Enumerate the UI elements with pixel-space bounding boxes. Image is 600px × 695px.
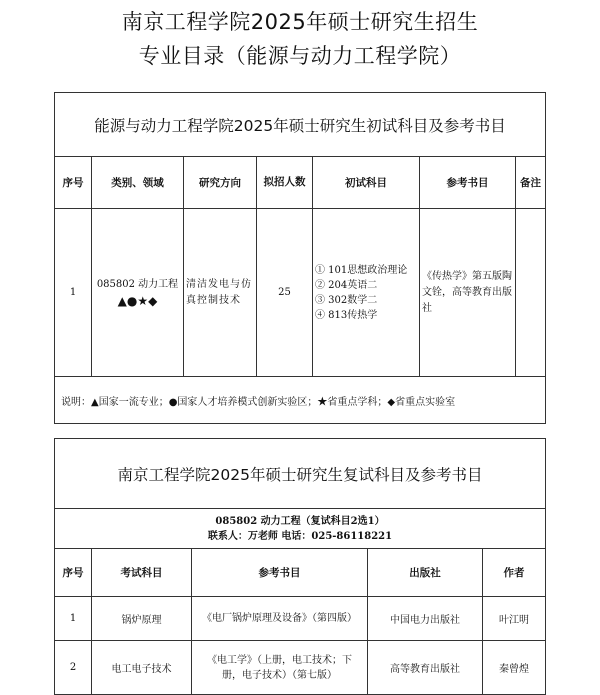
col-header-category: 类别、领域 <box>92 157 184 209</box>
subject-item: ④ 813传热学 <box>315 309 378 321</box>
category-code: 085802 动力工程 <box>96 278 179 290</box>
retest-title: 南京工程学院2025年硕士研究生复试科目及参考书目 <box>55 439 546 509</box>
retest-subtitle <box>55 509 546 549</box>
row-publisher: 高等教育出版社 <box>368 641 483 695</box>
table-row <box>55 209 546 377</box>
row-category <box>92 209 184 377</box>
subject-item: ② 204英语二 <box>315 279 378 291</box>
col-header-remark: 备注 <box>516 157 546 209</box>
initial-exam-table <box>54 92 546 424</box>
row-reference: 《传热学》第五版陶文铨，高等教育出版社 <box>420 209 516 377</box>
col-header-reference: 参考书目 <box>420 157 516 209</box>
table-row <box>55 597 546 641</box>
row-subject: 锅炉原理 <box>92 597 192 641</box>
retest-table <box>54 438 546 695</box>
legend-note: 说明：▲国家一流专业；●国家人才培养模式创新实验区；★省重点学科；◆省重点实验室 <box>55 377 546 424</box>
row-no: 1 <box>55 209 92 377</box>
col-header-subjects: 初试科目 <box>313 157 420 209</box>
subject-item: ③ 302数学二 <box>315 294 378 306</box>
row-subject: 电工电子技术 <box>92 641 192 695</box>
document-title-line2: 专业目录（能源与动力工程学院） <box>138 44 462 68</box>
subject-item: ① 101思想政治理论 <box>315 264 408 276</box>
row-remark <box>516 209 546 377</box>
col-header-book: 参考书目 <box>192 549 368 597</box>
col-header-author: 作者 <box>483 549 546 597</box>
row-author: 叶江明 <box>483 597 546 641</box>
row-subjects <box>313 209 420 377</box>
row-direction: 清洁发电与仿真控制技术 <box>184 209 257 377</box>
col-header-quota: 拟招人数 <box>257 157 313 209</box>
row-author: 秦曾煌 <box>483 641 546 695</box>
initial-exam-title: 能源与动力工程学院2025年硕士研究生初试科目及参考书目 <box>55 93 546 157</box>
row-no: 1 <box>55 597 92 641</box>
retest-contact: 联系人：万老师 电话：025-86118221 <box>207 530 393 542</box>
col-header-publisher: 出版社 <box>368 549 483 597</box>
row-no: 2 <box>55 641 92 695</box>
table-row <box>55 641 546 695</box>
document-title-line1: 南京工程学院2025年硕士研究生招生 <box>121 10 479 34</box>
col-header-no: 序号 <box>55 549 92 597</box>
row-book: 《电工学》（上册，电工技术；下册，电子技术）（第七版） <box>192 641 368 695</box>
row-book: 《电厂锅炉原理及设备》（第四版） <box>192 597 368 641</box>
col-header-subject: 考试科目 <box>92 549 192 597</box>
row-quota: 25 <box>257 209 313 377</box>
col-header-no: 序号 <box>55 157 92 209</box>
retest-subject-note: 085802 动力工程（复试科目2选1） <box>215 515 385 527</box>
col-header-direction: 研究方向 <box>184 157 257 209</box>
row-publisher: 中国电力出版社 <box>368 597 483 641</box>
category-symbols: ▲●★◆ <box>117 293 158 308</box>
